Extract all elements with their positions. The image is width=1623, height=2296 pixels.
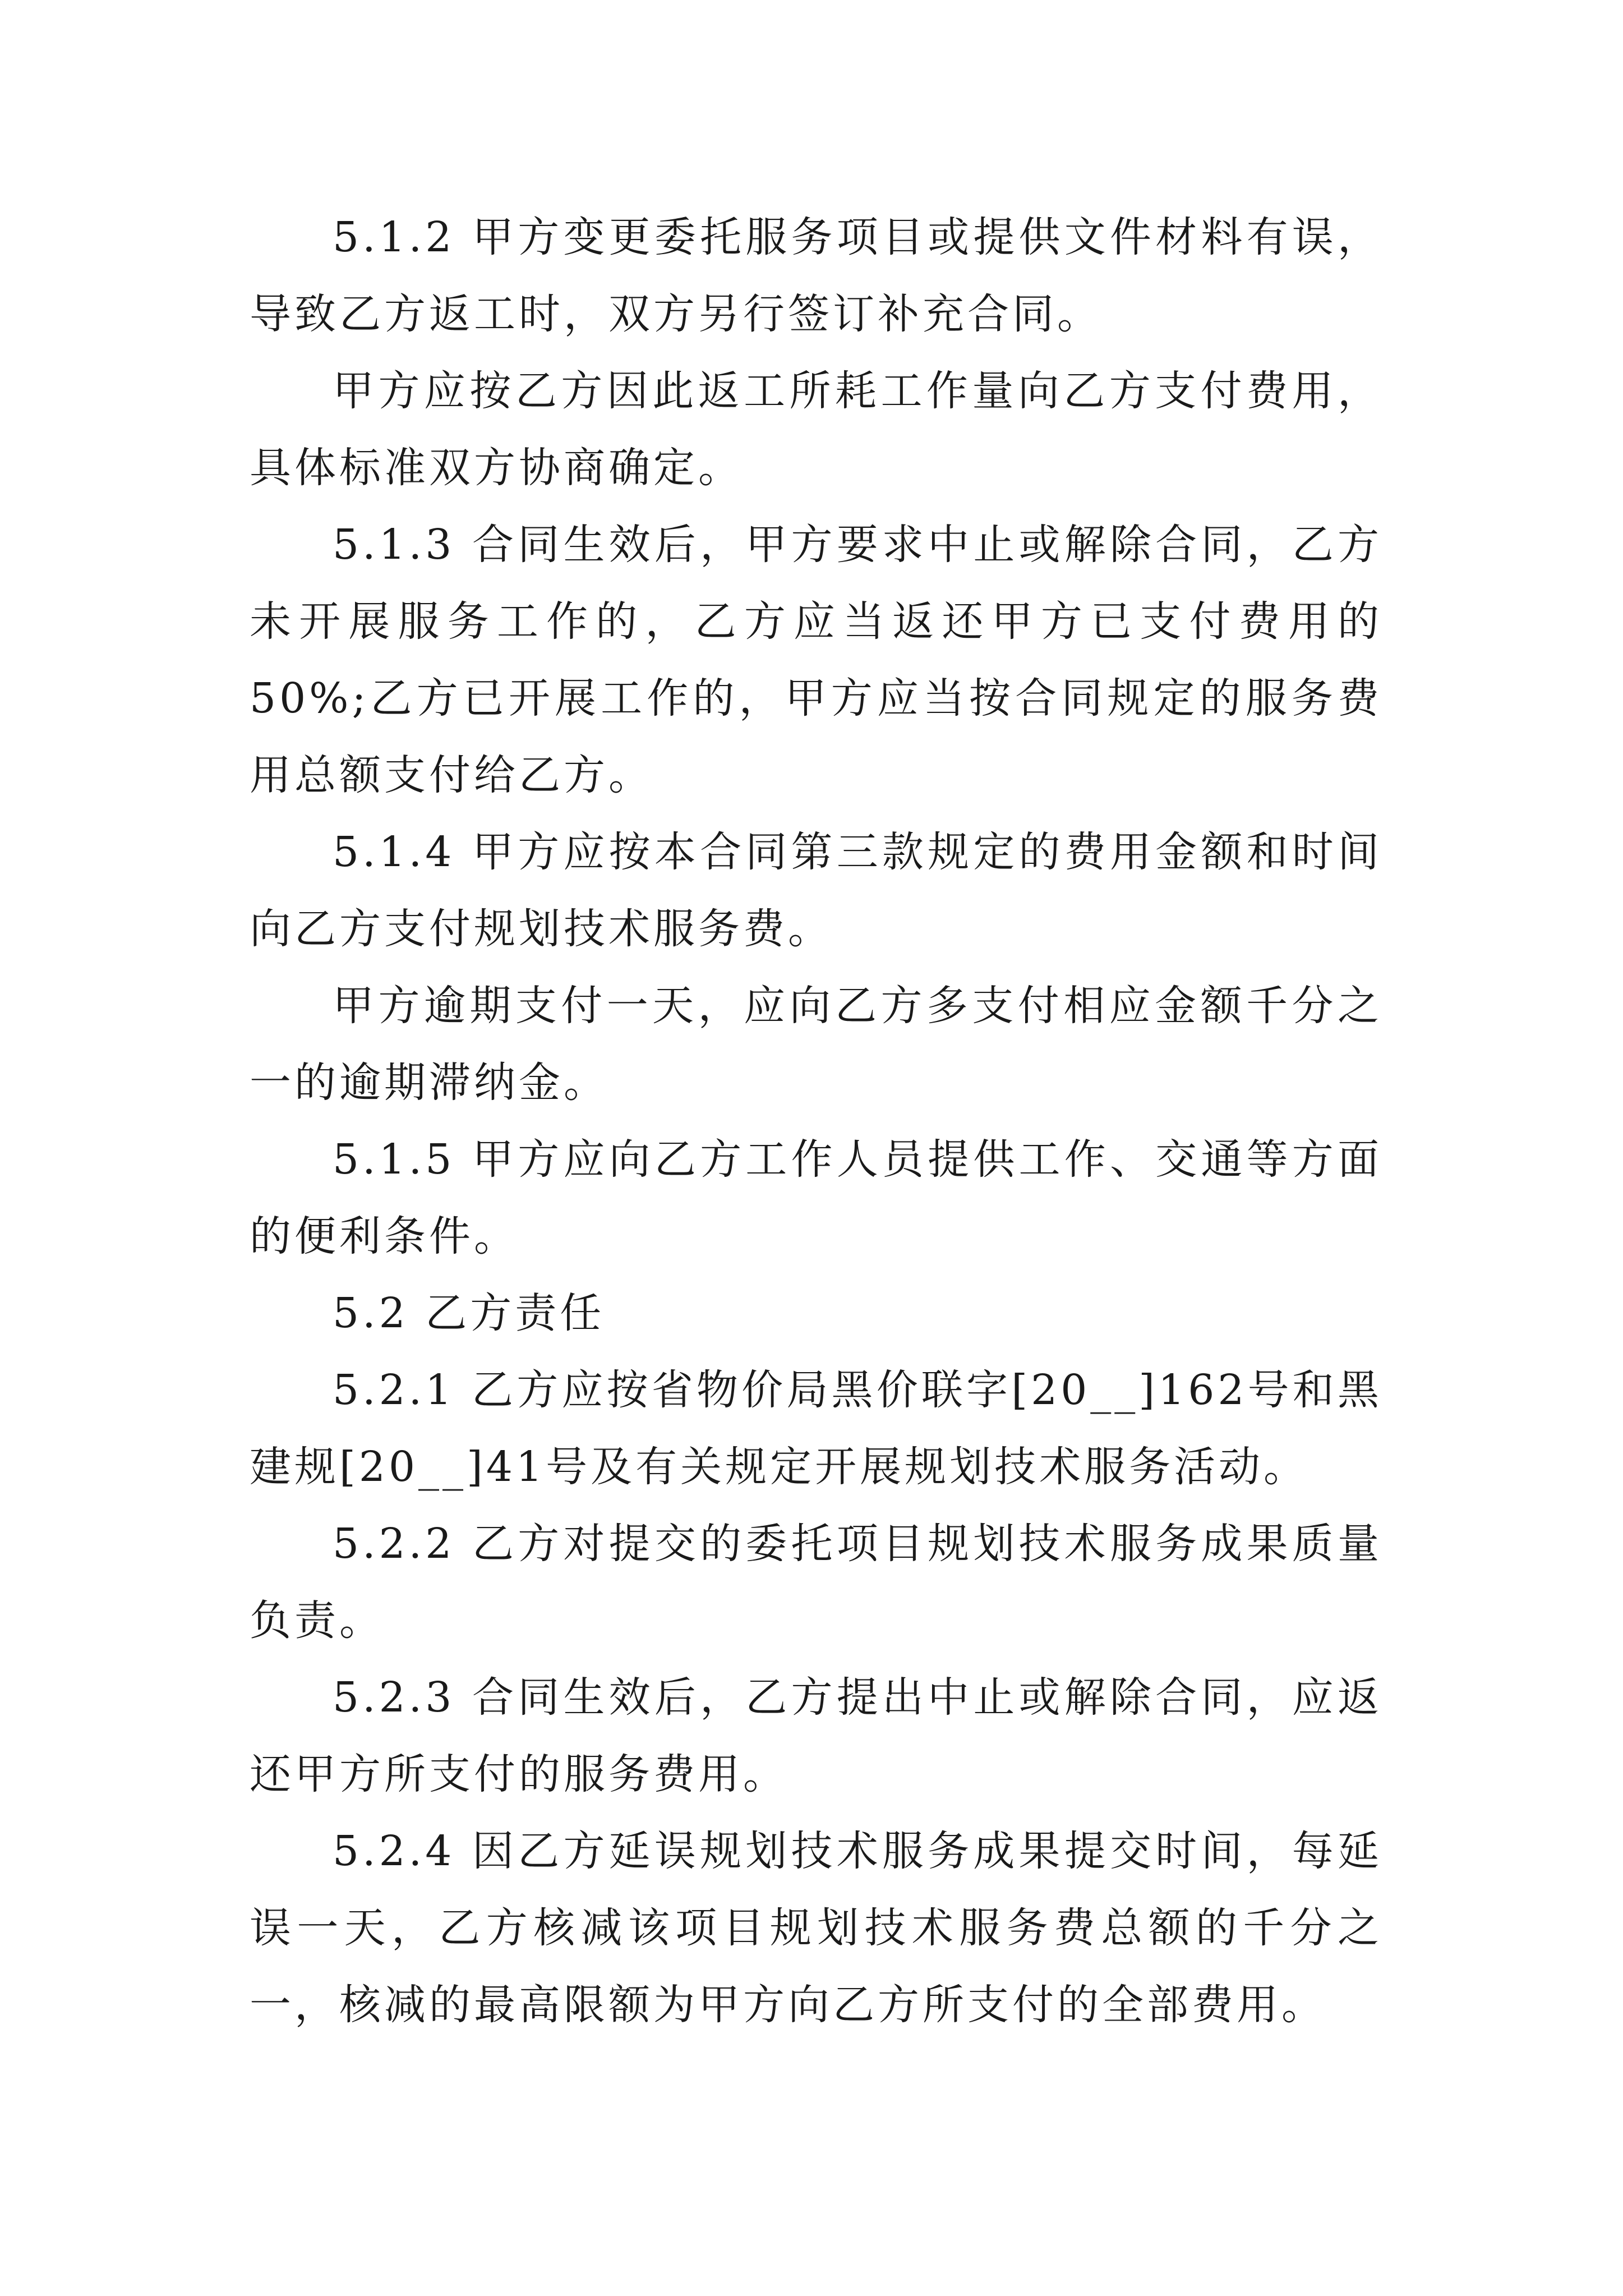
paragraph-5-1-3: 5.1.3 合同生效后，甲方要求中止或解除合同，乙方未开展服务工作的，乙方应当返还甲方已支付费用的50%;乙方已开展工作的，甲方应当按合同规定的服务费用总额支付给乙方。: [250, 521, 1382, 799]
paragraph-5-2-4: 5.2.4 因乙方延误规划技术服务成果提交时间，每延误一天，乙方核减该项目规划技术服务费总额的千分之一，核减的最高限额为甲方向乙方所支付的全部费用。: [250, 1827, 1382, 2029]
paragraph-5-2-1: 5.2.1 乙方应按省物价局黑价联字[20__]162号和黑建规[20__]41号及有关规定开展规划技术服务活动。: [250, 1366, 1382, 1491]
paragraph-5-1-5: 5.1.5 甲方应向乙方工作人员提供工作、交通等方面的便利条件。: [250, 1135, 1382, 1260]
section-heading-5-2: 5.2 乙方责任: [333, 1289, 605, 1337]
paragraph-5-1-4: 5.1.4 甲方应按本合同第三款规定的费用金额和时间向乙方支付规划技术服务费。: [250, 828, 1382, 953]
paragraph-5-1-4-late-fee: 甲方逾期支付一天，应向乙方多支付相应金额千分之一的逾期滞纳金。: [250, 982, 1382, 1107]
paragraph-5-2-3: 5.2.3 合同生效后，乙方提出中止或解除合同，应返还甲方所支付的服务费用。: [250, 1673, 1382, 1798]
paragraph-5-2-2: 5.2.2 乙方对提交的委托项目规划技术服务成果质量负责。: [250, 1520, 1382, 1645]
paragraph-5-1-2-payment: 甲方应按乙方因此返工所耗工作量向乙方支付费用，具体标准双方协商确定。: [250, 367, 1382, 492]
paragraph-5-1-2: 5.1.2 甲方变更委托服务项目或提供文件材料有误，导致乙方返工时，双方另行签订补充合同。: [250, 213, 1382, 338]
document-body: [250, 199, 1382, 2044]
